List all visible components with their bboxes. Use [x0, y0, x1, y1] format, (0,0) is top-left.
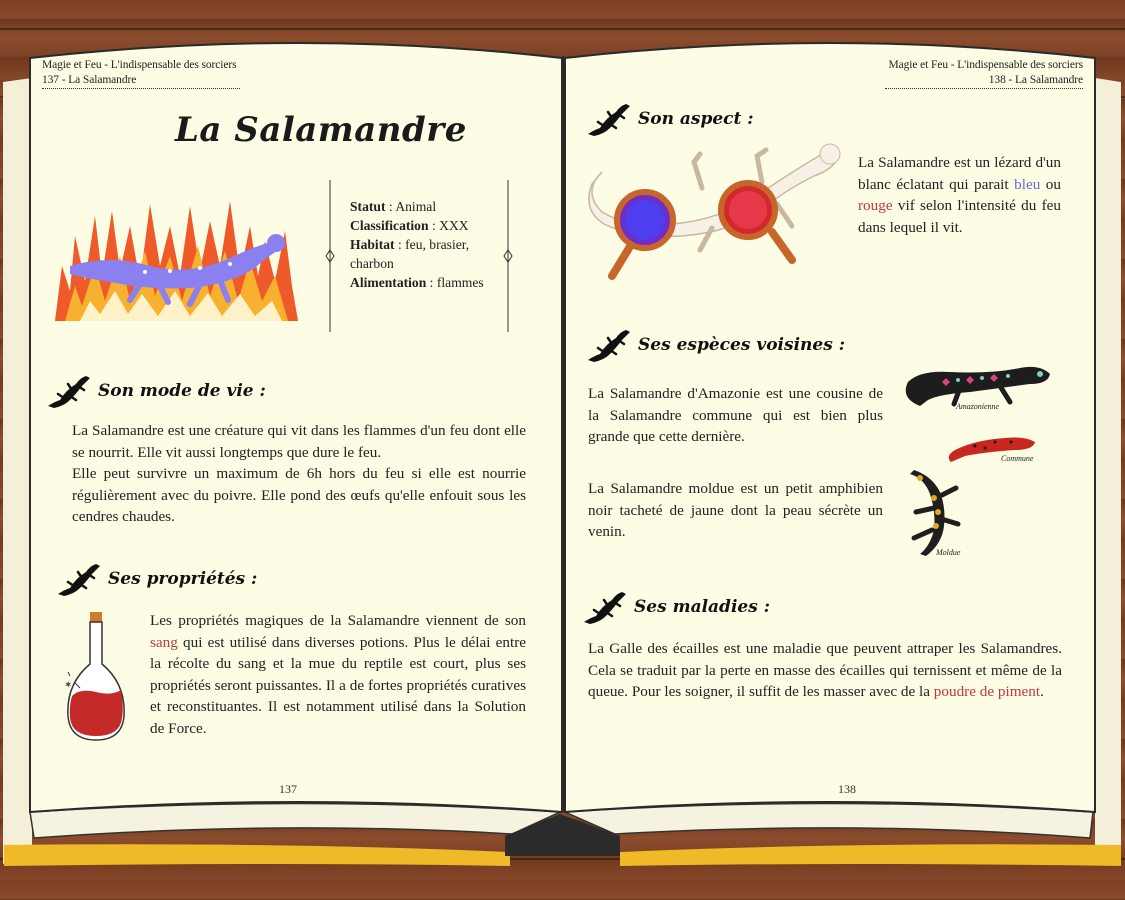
amazonian-salamander-illustration — [900, 358, 1055, 418]
info-classification: Classification : XXX — [350, 218, 469, 233]
mode-de-vie-paragraph-1: La Salamandre est une créature qui vit dans les flammes d'un feu dont elle se nourrit. Elle vit aussi longtemps que dure le feu. — [72, 422, 526, 461]
mode-de-vie-text — [72, 420, 526, 528]
left-header-book-title: Magie et Feu - L'indispensable des sorciers — [42, 59, 237, 71]
highlight-poudre-de-piment: poudre de piment — [933, 683, 1041, 701]
lizard-icon — [56, 560, 102, 598]
info-box — [350, 197, 495, 292]
aspect-text: La Salamandre est un lézard d'un blanc éclatant qui parait bleu ou rouge vif selon l'intensité du feu dans lequel il vit. — [858, 154, 1061, 236]
book-edge-left — [4, 844, 510, 866]
left-page-header — [42, 58, 242, 89]
right-page-number: 138 — [838, 782, 856, 796]
page-title: La Salamandre — [175, 110, 467, 150]
section-mode-de-vie-heading: Son mode de vie : — [46, 372, 266, 410]
info-alimentation: Alimentation : flammes — [350, 275, 484, 290]
section-especes-heading: Ses espèces voisines : — [586, 326, 845, 364]
caption-moldue: Moldue — [936, 548, 961, 557]
especes-paragraph-2: La Salamandre moldue est un petit amphibien noir tacheté de jaune dont la peau sécrète un venin. — [588, 480, 883, 541]
right-page-header — [885, 58, 1083, 89]
section-proprietes-heading: Ses propriétés : — [56, 560, 257, 598]
fire-salamander-illustration — [50, 196, 305, 326]
lizard-icon — [46, 372, 92, 410]
right-header-book-title: Magie et Feu - L'indispensable des sorciers — [888, 59, 1083, 71]
proprietes-text: Les propriétés magiques de la Salamandre viennent de son sang qui est utilisé dans diverses potions. Plus le délai entre la récolte du sang et la mue du reptile est court, plus ses propriétés seront puissantes. Il a de fortes propriétés curatives et reconstituantes. Il est notamment utilisé dans la Solution de Force. — [150, 612, 526, 737]
maladies-text: La Galle des écailles est une maladie que peuvent attraper les Salamandres. Cela se traduit par la perte en masse des écailles qui ternissent et même de la queue. Pour les soigner, il suffit de les masser avec de la poudre de piment. — [588, 640, 1062, 701]
moldue-salamander-illustration — [900, 468, 980, 560]
right-header-chapter: 138 - La Salamandre — [885, 73, 1083, 89]
section-aspect-heading: Son aspect : — [586, 100, 754, 138]
highlight-rouge: rouge — [858, 197, 893, 215]
white-salamander-magnifier-illustration — [582, 132, 842, 284]
caption-commune: Commune — [1001, 454, 1034, 463]
lizard-icon — [582, 588, 628, 626]
svg-text:✶: ✶ — [64, 680, 73, 691]
caption-amazonienne: Amazonienne — [956, 402, 1000, 411]
info-divider-right — [503, 180, 513, 332]
highlight-sang: sang — [150, 633, 178, 651]
common-salamander-illustration — [945, 426, 1040, 466]
left-header-chapter: 137 - La Salamandre — [42, 73, 240, 89]
especes-paragraph-1: La Salamandre d'Amazonie est une cousine de la Salamandre commune qui est bien plus grande que cette dernière. — [588, 385, 883, 446]
left-page-number: 137 — [279, 782, 297, 796]
mode-de-vie-paragraph-2: Elle peut survivre un maximum de 6h hors du feu si elle est nourrie régulièrement avec du poivre. Elle pond des œufs qu'elle enfouit sous les cendres chaudes. — [72, 465, 526, 526]
book-edge-right — [620, 844, 1121, 866]
highlight-bleu: bleu — [1014, 175, 1041, 193]
lizard-icon — [586, 326, 632, 364]
info-statut: Statut : Animal — [350, 199, 437, 214]
section-maladies-heading: Ses maladies : — [582, 588, 770, 626]
info-divider-left — [325, 180, 335, 332]
potion-flask-icon — [60, 612, 132, 744]
info-habitat: Habitat : feu, brasier, charbon — [350, 237, 470, 271]
